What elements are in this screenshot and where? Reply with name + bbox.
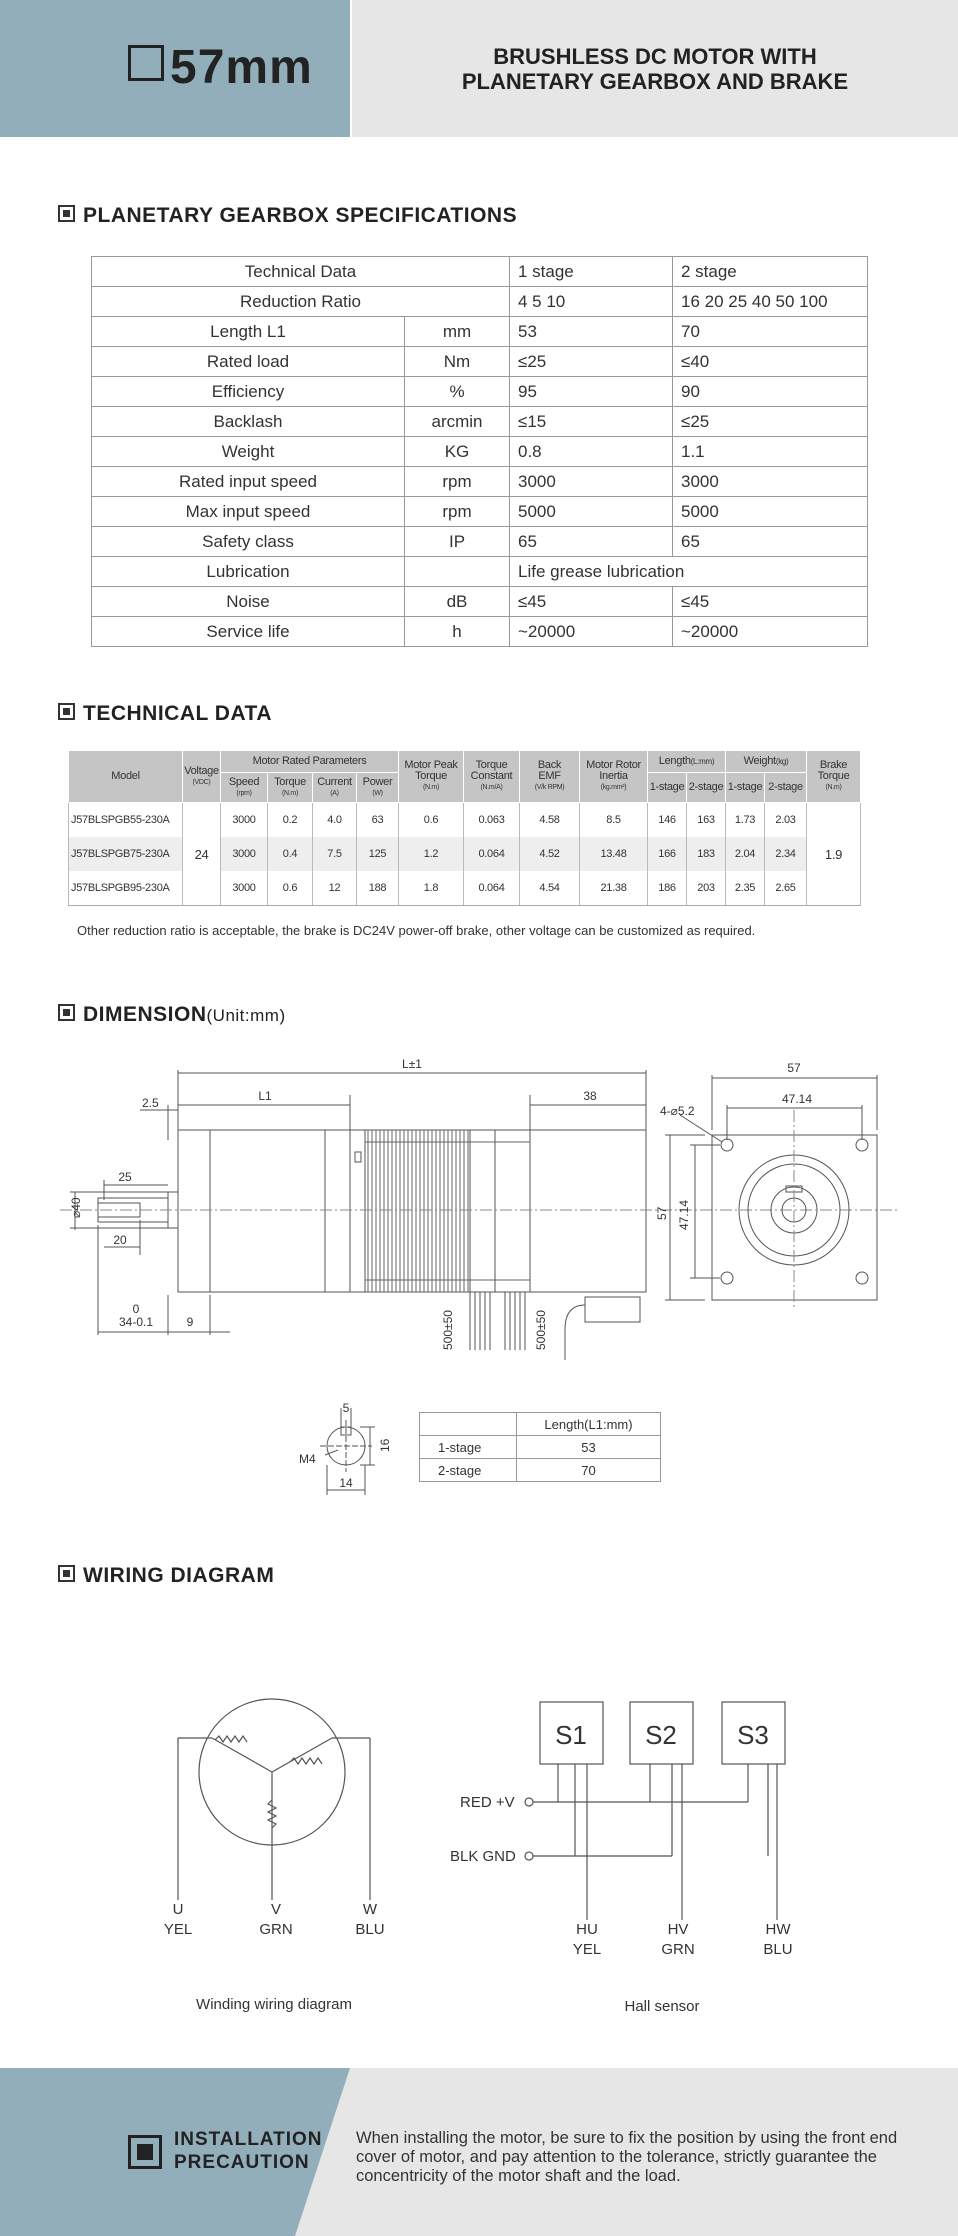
winding-u-color: YEL <box>163 1921 193 1938</box>
cell: 146 <box>648 803 687 838</box>
cell: 1.2 <box>399 837 464 871</box>
header-text: Speed <box>228 775 260 788</box>
cell: IP <box>405 527 510 557</box>
hall-caption: Hall sensor <box>624 1998 700 2015</box>
header-text: Torque <box>274 775 306 788</box>
cell: 3000 <box>510 467 673 497</box>
col-group-weight <box>726 751 807 773</box>
cell: Weight <box>92 437 405 467</box>
hall-hv-color: GRN <box>661 1941 695 1958</box>
technical-note: Other reduction ratio is acceptable, the brake is DC24V power-off brake, other voltage can be customized as required. <box>77 923 756 938</box>
cell: 2.34 <box>765 837 807 871</box>
cell: Life grease lubrication <box>510 557 868 587</box>
footer-precaution-text: When installing the motor, be sure to fix the position by using the front end cover of motor, and pay attention to the tolerance, strictly guarantee the concentricity of the motor shaft and the load. <box>356 2129 898 2185</box>
cell: 24 <box>183 803 221 906</box>
table-row <box>92 557 868 587</box>
cell: % <box>405 377 510 407</box>
technical-heading-text: TECHNICAL DATA <box>83 702 272 725</box>
cell: 4.52 <box>520 837 580 871</box>
dim-holes: 4-⌀5.2 <box>660 1104 695 1118</box>
col-brake <box>807 751 861 803</box>
dim-2-5: 2.5 <box>142 1096 159 1110</box>
hall-blk-label: BLK GND <box>450 1848 516 1865</box>
winding-caption: Winding wiring diagram <box>196 1996 352 2013</box>
cell: rpm <box>405 497 510 527</box>
cell: ~20000 <box>510 617 673 647</box>
winding-v: V <box>270 1901 282 1918</box>
cell: 7.5 <box>313 837 357 871</box>
table-row <box>92 287 868 317</box>
gearbox-heading <box>58 204 517 228</box>
cell: 63 <box>357 803 399 838</box>
cell: 70 <box>517 1459 661 1482</box>
cell: KG <box>405 437 510 467</box>
cell: Nm <box>405 347 510 377</box>
col-torque <box>268 773 313 803</box>
cell: 3000 <box>221 837 268 871</box>
winding-u: U <box>172 1901 184 1918</box>
cell: 1.1 <box>673 437 868 467</box>
winding-v-color: GRN <box>259 1921 293 1938</box>
header-text: Motor Peak <box>404 759 458 771</box>
col-weight-2stage: 2-stage <box>765 773 807 803</box>
table-header-row <box>69 751 861 773</box>
table-row <box>69 803 861 838</box>
cell: 0.064 <box>464 837 520 871</box>
bullet-square-icon <box>58 703 75 720</box>
cell: h <box>405 617 510 647</box>
dim-38: 38 <box>583 1089 597 1103</box>
cell: 0.064 <box>464 871 520 906</box>
cell <box>405 557 510 587</box>
cell: 0.6 <box>268 871 313 906</box>
cell: ≤15 <box>510 407 673 437</box>
technical-data-table <box>68 750 861 906</box>
table-row <box>92 587 868 617</box>
cell: Technical Data <box>92 257 510 287</box>
cell: ≤40 <box>673 347 868 377</box>
cell: 125 <box>357 837 399 871</box>
cell: Efficiency <box>92 377 405 407</box>
table-row <box>92 527 868 557</box>
precaution-icon <box>128 2135 162 2169</box>
cell: 65 <box>510 527 673 557</box>
header-text: Current <box>317 775 352 788</box>
header-text: Back <box>537 759 562 771</box>
key-section-drawing <box>290 1400 410 1495</box>
dim-tolerance: 0 <box>132 1302 140 1316</box>
cell: 1.9 <box>807 803 861 906</box>
cell: Length L1 <box>92 317 405 347</box>
dim-total-length: L±1 <box>402 1057 422 1071</box>
cell: 2.65 <box>765 871 807 906</box>
header-unit: (kg) <box>775 757 789 766</box>
table-row <box>92 617 868 647</box>
winding-w-color: BLU <box>355 1921 385 1938</box>
cell: J57BLSPGB75-230A <box>69 837 183 871</box>
hall-red-label: RED +V <box>460 1794 515 1811</box>
cell: 3000 <box>673 467 868 497</box>
cell: Backlash <box>92 407 405 437</box>
header-text: Weight <box>743 755 776 767</box>
motor-dimension-drawing <box>0 1050 958 1380</box>
cell: 188 <box>357 871 399 906</box>
cell: 0.8 <box>510 437 673 467</box>
header-text: Motor Rotor <box>586 759 641 771</box>
header-text: Model <box>111 770 140 782</box>
winding-diagram <box>178 1699 370 1900</box>
dim-l1: L1 <box>258 1089 272 1103</box>
table-row <box>92 377 868 407</box>
cell: ≤45 <box>673 587 868 617</box>
table-row <box>92 437 868 467</box>
cell: Service life <box>92 617 405 647</box>
header-unit: (W) <box>372 789 383 797</box>
table-row <box>420 1436 661 1459</box>
dim-key-14: 14 <box>339 1476 353 1490</box>
cell: mm <box>405 317 510 347</box>
title-line-1: BRUSHLESS DC MOTOR WITH <box>493 44 817 69</box>
cell: 0.4 <box>268 837 313 871</box>
col-voltage <box>183 751 221 803</box>
cell: 1.8 <box>399 871 464 906</box>
header-unit: (L:mm) <box>690 757 715 766</box>
cell <box>420 1413 517 1436</box>
cell: rpm <box>405 467 510 497</box>
table-row <box>420 1459 661 1482</box>
cell: 5000 <box>510 497 673 527</box>
dim-57-side: 57 <box>655 1206 669 1220</box>
header-text: Torque <box>415 770 447 782</box>
header-unit: (N.m) <box>825 784 842 791</box>
cell: 5000 <box>673 497 868 527</box>
cell: 2 stage <box>673 257 868 287</box>
cell: 8.5 <box>580 803 648 838</box>
dim-9: 9 <box>186 1315 194 1329</box>
header-text: Torque <box>817 770 850 782</box>
hall-s3: S3 <box>737 1720 769 1750</box>
wiring-heading-text: WIRING DIAGRAM <box>83 1564 275 1587</box>
hall-hu: HU <box>576 1921 598 1938</box>
cell: 4 5 10 <box>510 287 673 317</box>
gearbox-spec-table <box>91 256 868 647</box>
header-text: Power <box>362 775 393 788</box>
header-unit: (VDC) <box>192 778 211 786</box>
title-line-2: PLANETARY GEARBOX AND BRAKE <box>461 69 849 94</box>
product-title <box>352 44 958 94</box>
cell: dB <box>405 587 510 617</box>
header-unit: (N.m) <box>423 784 439 791</box>
cell: 53 <box>517 1436 661 1459</box>
cell: 2.03 <box>765 803 807 838</box>
cell: 12 <box>313 871 357 906</box>
dim-47-14-side: 47.14 <box>677 1199 691 1230</box>
cell: 53 <box>510 317 673 347</box>
header-text: Inertia <box>599 770 628 782</box>
header-unit: (rpm) <box>236 789 252 797</box>
hall-s1: S1 <box>555 1720 587 1750</box>
cell: 95 <box>510 377 673 407</box>
hall-s2: S2 <box>645 1720 677 1750</box>
cell: Reduction Ratio <box>92 287 510 317</box>
cell: Rated load <box>92 347 405 377</box>
cell: 70 <box>673 317 868 347</box>
cell: Length(L1:mm) <box>517 1413 661 1436</box>
table-row <box>92 407 868 437</box>
col-speed <box>221 773 268 803</box>
dimension-unit: (Unit:mm) <box>206 1006 286 1025</box>
technical-heading <box>58 702 272 726</box>
col-length-1stage: 1-stage <box>648 773 687 803</box>
cell: Safety class <box>92 527 405 557</box>
cell: 1-stage <box>420 1436 517 1459</box>
cell: arcmin <box>405 407 510 437</box>
header-unit: (kg.mm²) <box>600 784 627 791</box>
cell: Max input speed <box>92 497 405 527</box>
cell: 4.54 <box>520 871 580 906</box>
cell: 166 <box>648 837 687 871</box>
col-group-length <box>648 751 726 773</box>
header-text: Length <box>658 755 691 767</box>
motor-size-title <box>128 40 313 95</box>
cell: 163 <box>687 803 726 838</box>
col-emf <box>520 751 580 803</box>
table-row <box>92 497 868 527</box>
dim-20: 20 <box>113 1233 127 1247</box>
cell: ≤25 <box>673 407 868 437</box>
col-inertia <box>580 751 648 803</box>
wiring-heading <box>58 1564 274 1588</box>
winding-w: W <box>362 1901 378 1918</box>
col-group-rated: Motor Rated Parameters <box>221 751 399 773</box>
col-peak <box>399 751 464 803</box>
dim-key-16: 16 <box>378 1438 392 1452</box>
cell: 3000 <box>221 803 268 838</box>
dim-lead-1: 500±50 <box>441 1310 455 1350</box>
cell: 1.73 <box>726 803 765 838</box>
cell: Noise <box>92 587 405 617</box>
col-constant <box>464 751 520 803</box>
table-row <box>420 1413 661 1436</box>
size-label: 57mm <box>170 41 313 94</box>
dim-57-top: 57 <box>787 1061 801 1075</box>
dimension-heading-text: DIMENSION <box>83 1003 207 1026</box>
cell: 13.48 <box>580 837 648 871</box>
length-table <box>419 1412 661 1482</box>
cell: 3000 <box>221 871 268 906</box>
header-text: Brake <box>819 759 848 771</box>
bullet-square-icon <box>58 205 75 222</box>
header-text: EMF <box>538 770 561 782</box>
dim-25: 25 <box>118 1170 132 1184</box>
header-text: Constant <box>470 770 513 782</box>
cell: ≤45 <box>510 587 673 617</box>
square-icon <box>128 45 164 81</box>
dim-dia-40: ⌀40 <box>69 1197 83 1218</box>
bullet-square-icon <box>58 1004 75 1021</box>
dim-34: 34-0.1 <box>118 1315 154 1329</box>
cell: 0.6 <box>399 803 464 838</box>
dim-47-14-top: 47.14 <box>781 1092 813 1106</box>
wiring-diagrams <box>0 1680 958 2020</box>
dim-m4: M4 <box>299 1452 316 1466</box>
table-row <box>92 317 868 347</box>
cell: 2-stage <box>420 1459 517 1482</box>
header-unit: (N.m/A) <box>480 784 503 791</box>
cell: J57BLSPGB95-230A <box>69 871 183 906</box>
cell: 21.38 <box>580 871 648 906</box>
footer-title-line-2: PRECAUTION <box>174 2152 310 2173</box>
cell: 90 <box>673 377 868 407</box>
hall-hw: HW <box>765 1921 791 1938</box>
table-row <box>92 257 868 287</box>
dim-key-5: 5 <box>342 1401 350 1415</box>
cell: J57BLSPGB55-230A <box>69 803 183 838</box>
cell: 186 <box>648 871 687 906</box>
header-text: Torque <box>475 759 508 771</box>
col-weight-1stage: 1-stage <box>726 773 765 803</box>
cell: Lubrication <box>92 557 405 587</box>
cell: 203 <box>687 871 726 906</box>
dim-lead-2: 500±50 <box>534 1310 548 1350</box>
hall-hv: HV <box>667 1921 689 1938</box>
gearbox-heading-text: PLANETARY GEARBOX SPECIFICATIONS <box>83 204 518 227</box>
cell: 4.58 <box>520 803 580 838</box>
cell: 16 20 25 40 50 100 <box>673 287 868 317</box>
hall-hw-color: BLU <box>763 1941 793 1958</box>
col-length-2stage: 2-stage <box>687 773 726 803</box>
header-unit: (A) <box>330 789 339 797</box>
cell: 0.2 <box>268 803 313 838</box>
table-row <box>92 347 868 377</box>
bullet-square-icon <box>58 1565 75 1582</box>
cell: Rated input speed <box>92 467 405 497</box>
cell: 183 <box>687 837 726 871</box>
table-row <box>92 467 868 497</box>
col-model <box>69 751 183 803</box>
header-text: Voltage <box>184 764 219 777</box>
cell: 2.04 <box>726 837 765 871</box>
cell: ≤25 <box>510 347 673 377</box>
col-power <box>357 773 399 803</box>
cell: 65 <box>673 527 868 557</box>
col-current <box>313 773 357 803</box>
dimension-heading <box>58 1003 286 1027</box>
cell: 0.063 <box>464 803 520 838</box>
cell: 1 stage <box>510 257 673 287</box>
footer-title-line-1: INSTALLATION <box>174 2129 323 2150</box>
cell: ~20000 <box>673 617 868 647</box>
header-unit: (N.m) <box>282 789 298 797</box>
cell: 2.35 <box>726 871 765 906</box>
cell: 4.0 <box>313 803 357 838</box>
hall-hu-color: YEL <box>572 1941 602 1958</box>
header-unit: (V/k RPM) <box>534 784 565 791</box>
footer-title <box>174 2128 323 2174</box>
